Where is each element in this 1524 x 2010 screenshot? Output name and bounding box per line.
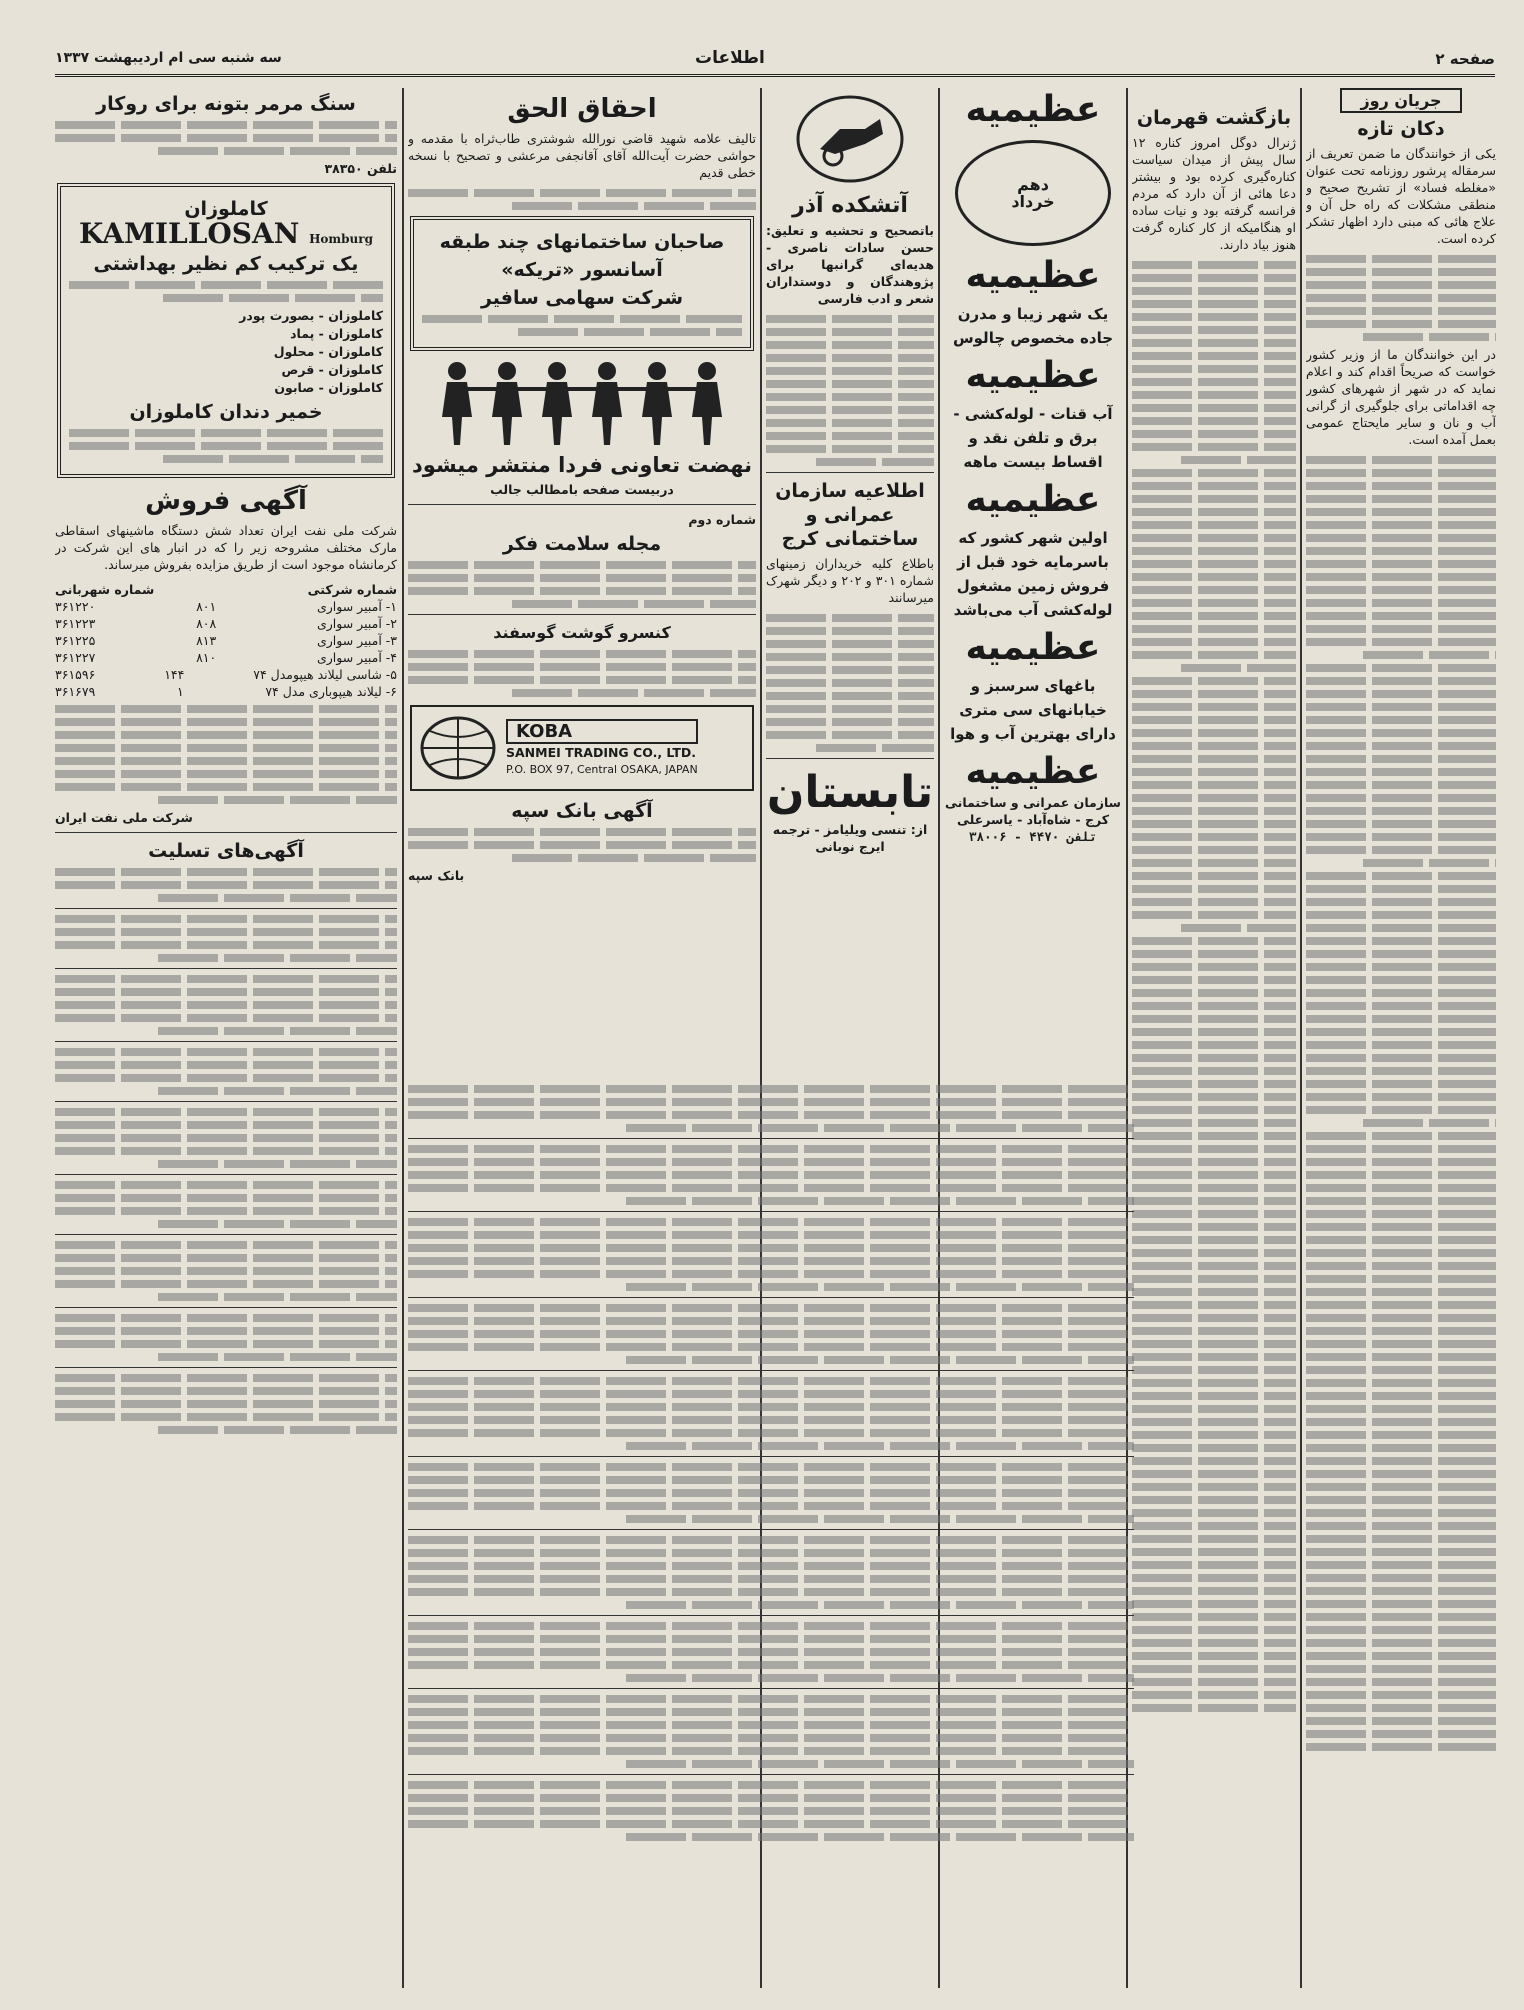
cell: ۳۶۱۲۲۵ (55, 633, 96, 648)
cell: ۳۶۱۲۲۷ (55, 650, 96, 665)
table-row (55, 615, 397, 632)
koba-brand: KOBA (506, 719, 698, 744)
org-notice-text: باطلاع کلیه خریداران زمینهای شماره ۳۰۱ و ۲۰۲ و دیگر شهرک میرسانند (766, 556, 934, 605)
brand-title: عظیمیه (965, 89, 1101, 130)
coop-note: دربیست صفحه بامطالب جالب (490, 482, 674, 497)
magazine-issue: شماره دوم (688, 512, 756, 527)
kamillosan-ad (57, 183, 395, 478)
column-rule (1300, 88, 1302, 1988)
header-col: شماره شهربانی (55, 582, 155, 597)
sale-title: آگهی فروش (145, 486, 307, 516)
table-row (55, 632, 397, 649)
book-desc: تالیف علامه شهید قاضی نورالله شوشتری طاب‌ثراه با مقدمه و حواشی حضرت آیت‌الله آقای آقانجفی مرعشی و تصحیح با نسخه خطی قدیم (408, 131, 756, 180)
column-jarian-rooz (1306, 88, 1496, 1988)
sale-header (55, 581, 397, 598)
koba-ad (410, 705, 754, 791)
cell: ۳۶۱۲۲۳ (55, 616, 96, 631)
cell: ۱ (176, 684, 184, 699)
sale-table (55, 598, 397, 700)
date-line: سه شنبه سی ام اردیبهشت ۱۳۳۷ (55, 50, 282, 66)
bank-sign: بانک سپه (408, 868, 465, 883)
ad-line: اولین شهر کشور که باسرمایه خود قبل از فروش زمین مشغول لوله‌کشی آب می‌باشد (953, 529, 1113, 619)
org-notice-title: اطلاعیه سازمان عمرانی و ساختمانی کرج (775, 480, 925, 550)
column-atashkadeh (766, 88, 934, 988)
product-item: کاملوزان - پماد (290, 326, 383, 341)
story-text-2: در این خوانندگان ما از وزیر کشور خواست که صریحاً اقدام کند و اعلام نماید که در شهر از شهرهای کشور چه اقداماتی برای جلوگیری از گرانی آب و نان و سایر مایحتاج عمومی بعمل آمده است. (1306, 347, 1496, 447)
table-row (55, 598, 397, 615)
story-text: یکی از خوانندگان ما ضمن تعریف از سرمقاله پرشور روزنامه تحت عنوان «مغلطه فساد» از تشریح صحیح و منطقی مشکلات که راه حل آن و علاج هائی که مبنی دارد اظهار تشکر کرده است. (1306, 146, 1496, 246)
paper-name: اطلاعات (695, 48, 765, 68)
column-ahghagh (408, 88, 756, 1188)
story-title: بازگشت قهرمان (1136, 107, 1292, 129)
kamillosan-homburg: Homburg (309, 232, 373, 246)
product-item: کاملوزان - محلول (273, 344, 383, 359)
roundel-day: دهم (1017, 175, 1049, 194)
elevator-ad (410, 216, 754, 351)
play-author: از: تنسی ویلیامز - ترجمه ایرج نوبانی (772, 822, 928, 854)
cell: ۳- آمبیر سواری (316, 633, 397, 648)
column-left-ads (55, 88, 397, 1988)
bank-notice-title: آگهی بانک سپه (511, 800, 653, 822)
book-desc: باتصحیح و تحشیه و تعلیق: حسن سادات ناصری - هدیه‌ای گرانبها برای پژوهندگان و دوستداران شعر و ادب فارسی (766, 223, 934, 306)
koba-company: SANMEI TRADING CO., LTD. (506, 744, 696, 760)
brand-title: عظیمیه (965, 479, 1101, 520)
table-row (55, 649, 397, 666)
magazine-title: مجله سلامت فکر (502, 533, 662, 555)
kamillosan-products (69, 307, 383, 396)
column-bazgasht (1132, 88, 1296, 1988)
cell: ۶- لیلاند هیپوباری مدل ۷۴ (265, 684, 397, 699)
cell: ۳۶۱۲۲۰ (55, 599, 96, 614)
ad-line: آب قنات - لوله‌کشی - برق و تلفن نقد و اقساط بیست ماهه (953, 405, 1113, 471)
canned-meat-title: کنسرو گوشت گوسفند (493, 623, 671, 642)
cell: ۳۶۱۵۹۶ (55, 667, 96, 682)
table-row (55, 666, 397, 683)
ad-line: باغهای سرسبز و خیابانهای سی متری دارای بهترین آب و هوا (950, 677, 1116, 743)
story-text: ژنرال دوگل امروز کناره ۱۲ سال پیش از میدان سیاست کناره‌گیری کرده بود و بیشتر دعا هائی از آن دارد که مردم فرانسه گرفته بود و نیات ساده او هنگامیکه از کار کناره گرفت هنوز بیاد دارند. (1132, 135, 1296, 252)
kamillosan-paste: خمیر دندان کاملوزان (129, 401, 323, 423)
coop-figures (408, 357, 756, 447)
cell: ۱۴۴ (164, 667, 185, 682)
sale-sign: شرکت ملی نفت ایران (55, 810, 193, 825)
elevator-company: شرکت سهامی سافیر (480, 287, 684, 309)
cell: ۳۶۱۶۷۹ (55, 684, 96, 699)
brand-title: عظیمیه (965, 751, 1101, 792)
ad-phone: تلفن ۴۴۷۰ - ۳۸۰۰۶ (969, 829, 1097, 844)
page-number: صفحه ۲ (1435, 50, 1495, 68)
kamillosan-slogan: یک ترکیب کم نظیر بهداشتی (93, 253, 359, 275)
brand-title: عظیمیه (965, 355, 1101, 396)
ad-line: یک شهر زیبا و مدرن جاده مخصوص چالوس (952, 305, 1114, 347)
story-title: دکان تازه (1357, 118, 1445, 140)
column-rule (402, 88, 404, 1988)
product-item: کاملوزان - صابون (274, 380, 383, 395)
cell: ۱- آمبیر سواری (316, 599, 397, 614)
cell: ۲- آمبیر سواری (316, 616, 397, 631)
coop-title: نهضت تعاونی فردا منتشر میشود (412, 453, 752, 477)
chariot-logo-icon (795, 94, 905, 184)
column-azimiyeh-ad (944, 88, 1122, 958)
brand-title: عظیمیه (965, 255, 1101, 296)
elevator-product: آسانسور «تریکه» (501, 259, 663, 281)
condolence-block (408, 1080, 1134, 1960)
masthead (55, 48, 1495, 77)
ad-org: سازمان عمرانی و ساختمانی کرج - شاه‌آباد - یاسرعلی (945, 795, 1121, 827)
stone-ad-title: سنگ مرمر بتونه برای روکار (96, 93, 356, 115)
header-col: شماره شرکتی (307, 582, 397, 597)
roundel-month: خرداد (1011, 192, 1055, 211)
cell: ۵- شاسی لیلاند هیپومدل ۷۴ (253, 667, 397, 682)
koba-address: P.O. BOX 97, Central OSAKA, JAPAN (506, 762, 698, 776)
elevator-title: صاحبان ساختمانهای چند طبقه (439, 231, 725, 253)
kamillosan-latin: KAMILLOSAN (79, 217, 300, 250)
book-title: آتشکده آذر (792, 193, 908, 218)
kamillosan-fa: کاملوزان (184, 198, 268, 220)
date-roundel (955, 140, 1111, 246)
cell: ۸۰۸ (196, 616, 217, 631)
book-title: احقاق الحق (507, 94, 657, 124)
condolence-title: آگهی‌های تسلیت (148, 840, 304, 862)
cell: ۸۱۳ (196, 633, 217, 648)
cell: ۴- آمبیر سواری (316, 650, 397, 665)
jarian-rooz-box: جریان روز (1340, 88, 1461, 113)
product-item: کاملوزان - بصورت پودر (239, 308, 383, 323)
people-chain-icon (432, 357, 732, 447)
table-row (55, 683, 397, 700)
product-item: کاملوزان - قرص (281, 362, 383, 377)
cell: ۸۰۱ (196, 599, 217, 614)
sale-text: شرکت ملی نفت ایران تعداد شش دستگاه ماشینهای اسقاطی مارک مختلف مشروحه زیر را که در انبار های این شرکت در کرمانشاه موجود است از طریق مزایده بفروش میرساند. (55, 523, 397, 572)
cell: ۸۱۰ (196, 650, 217, 665)
play-title: تابستان (766, 767, 934, 818)
globe-logo-icon (418, 713, 498, 783)
stone-ad-phone: تلفن ۳۸۳۵۰ (324, 161, 397, 176)
brand-title: عظیمیه (965, 627, 1101, 668)
